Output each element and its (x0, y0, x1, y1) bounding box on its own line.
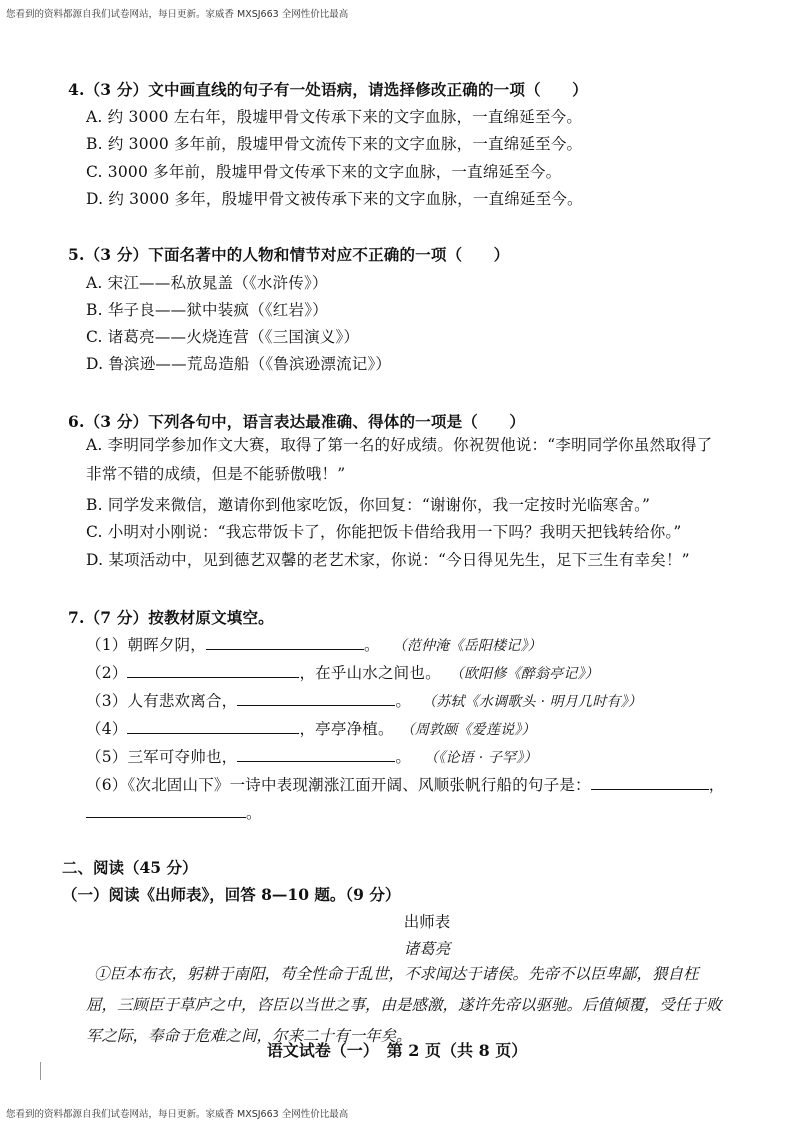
question-5-option-a: A. 宋江——私放晁盖（《水浒传》） (86, 274, 328, 292)
fill-blank-1[interactable] (206, 635, 364, 650)
watermark-top: 您看到的资料都源自我们试卷网站，每日更新。家威香 MXSJ663 全网性价比最高 (6, 9, 349, 20)
question-4-stem: 4.（3 分）文中画直线的句子有一处语病，请选择修改正确的一项（ ） (68, 80, 588, 99)
watermark-bottom: 您看到的资料都源自我们试卷网站，每日更新。家威香 MXSJ663 全网性价比最高 (6, 1109, 349, 1120)
fill-line-5 (86, 745, 736, 767)
question-4-option-d: D. 约 3000 多年，殷墟甲骨文被传承下来的文字血脉，一直绵延至今。 (86, 190, 583, 208)
fill-blank-5[interactable] (237, 747, 395, 762)
fill-line-5-source: （《论语 · 子罕》） (431, 750, 538, 766)
question-5-stem: 5.（3 分）下面名著中的人物和情节对应不正确的一项（ ） (68, 245, 510, 264)
fill-line-1-source: （范仲淹《岳阳楼记》） (399, 638, 542, 654)
fill-blank-6b[interactable] (86, 803, 246, 818)
fill-line-2-pre: （2） (86, 664, 128, 682)
question-6-option-d: D. 某项活动中，见到德艺双馨的老艺术家，你说：“今日得见先生，足下三生有幸矣！” (86, 551, 690, 569)
section-title: 二、阅读（45 分） (62, 858, 198, 877)
question-5-option-c: C. 诸葛亮——火烧连营（《三国演义》） (86, 328, 360, 346)
passage-text: ①臣本布衣，躬耕于南阳，苟全性命于乱世，不求闻达于诸侯。先帝不以臣卑鄙，猥自枉屈，三顾臣于草庐之中，咨臣以当世之事，由是感激，遂许先帝以驱驰。后值倾覆，受任于败军之际，奉命于危难之间，尔来二十有一年矣。 (86, 965, 722, 1045)
fill-line-5-pre: （5）三军可夺帅也， (86, 748, 238, 766)
fill-line-3 (86, 689, 736, 711)
fill-line-1-pre: （1）朝晖夕阴， (86, 636, 206, 654)
fill-line-4-source: （周敦颐《爱莲说》） (407, 722, 536, 738)
page-footer: 语文试卷（一） 第 2 页（共 8 页） (266, 1041, 528, 1060)
fill-line-1 (86, 633, 736, 655)
fill-line-3-post: 。 (395, 692, 412, 710)
fill-line-1-post: 。 (363, 636, 380, 654)
question-7-stem: 7.（7 分）按教材原文填空。 (68, 608, 274, 627)
fill-line-4-post: ，亭亭净植。 (299, 720, 394, 738)
fill-line-6-mid: ， (708, 776, 725, 794)
fill-line-6 (86, 773, 736, 795)
question-4-option-c: C. 3000 多年前，殷墟甲骨文传承下来的文字血脉，一直绵延至今。 (86, 163, 562, 181)
fill-line-3-source: （苏轼《水调歌头 · 明月几时有》） (429, 694, 643, 710)
fill-line-6-cont (86, 801, 736, 823)
fill-blank-4[interactable] (127, 719, 299, 734)
question-4-option-b: B. 约 3000 多年前，殷墟甲骨文流传下来的文字血脉，一直绵延至今。 (86, 135, 583, 153)
section-subtitle: （一）阅读《出师表》，回答 8—10 题。（9 分） (62, 885, 401, 904)
question-5-option-d: D. 鲁滨逊——荒岛造船（《鲁滨逊漂流记》） (86, 355, 392, 373)
fill-line-2-source: （欧阳修《醉翁亭记》） (456, 666, 599, 682)
question-6-option-c: C. 小明对小刚说：“我忘带饭卡了，你能把饭卡借给我用一下吗？我明天把钱转给你。” (86, 523, 682, 541)
question-6-stem: 6.（3 分）下列各句中，语言表达最准确、得体的一项是（ ） (68, 412, 526, 431)
passage-author: 诸葛亮 (403, 940, 451, 958)
fill-line-4-pre: （4） (86, 720, 128, 738)
scan-edge-mark (40, 1062, 41, 1080)
fill-blank-2[interactable] (127, 663, 299, 678)
question-5-option-b: B. 华子良——狱中装疯（《红岩》） (86, 301, 328, 319)
question-4-option-a: A. 约 3000 左右年，殷墟甲骨文传承下来的文字血脉，一直绵延至今。 (86, 108, 583, 126)
question-6-option-b: B. 同学发来微信，邀请你到他家吃饭，你回复：“谢谢你，我一定按时光临寒舍。” (86, 496, 651, 514)
fill-line-3-pre: （3）人有悲欢离合， (86, 692, 238, 710)
fill-line-6-end: 。 (246, 804, 262, 822)
question-6-option-a: A. 李明同学参加作文大赛，取得了第一名的好成绩。你祝贺他说：“李明同学你虽然取得了非常不错的成绩，但是不能骄傲哦！” (86, 436, 713, 483)
fill-line-6-pre: （6）《次北固山下》一诗中表现潮涨江面开阔、风顺张帆行船的句子是： (86, 776, 591, 794)
fill-line-2 (86, 661, 736, 683)
fill-line-5-post: 。 (395, 748, 412, 766)
fill-blank-3[interactable] (237, 691, 395, 706)
fill-blank-6a[interactable] (591, 775, 709, 790)
passage-title: 出师表 (403, 913, 451, 931)
fill-line-4 (86, 717, 736, 739)
fill-line-2-post: ，在乎山水之间也。 (299, 664, 441, 682)
